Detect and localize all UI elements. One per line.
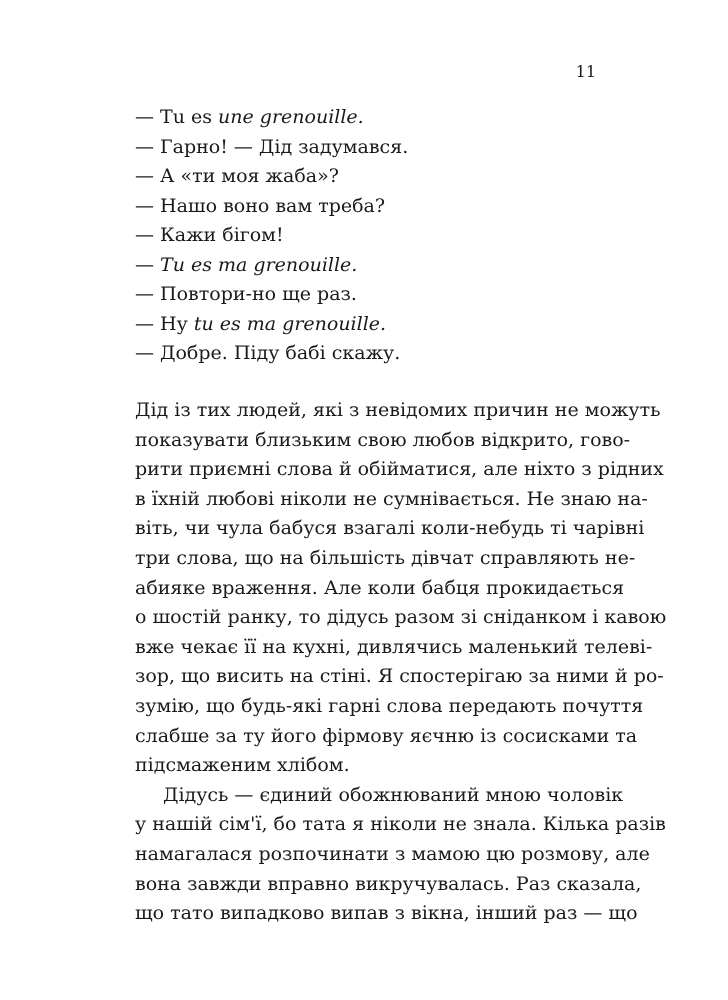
paragraph-line: Дід із тих людей, які з невідомих причин не можуть bbox=[135, 399, 661, 421]
dialogue-line bbox=[135, 251, 605, 281]
dialogue-line bbox=[135, 162, 605, 192]
paragraph-line: в їхній любові ніколи не сумнівається. Не знаю на- bbox=[135, 487, 648, 510]
paragraph-line: віть, чи чула бабуся взагалі коли-небудь ті чарівні bbox=[135, 517, 645, 540]
dialogue-text: — Нашо воно вам треба? bbox=[135, 194, 386, 217]
dialogue-line bbox=[135, 310, 605, 340]
paragraph-line: зор, що висить на стіні. Я спостерігаю за ними й ро- bbox=[135, 665, 664, 688]
paragraph bbox=[135, 781, 666, 929]
paragraph-line: Дідусь — єдиний обожнюваний мною чоловік bbox=[163, 783, 624, 806]
paragraph-line: підсмаженим хлібом. bbox=[135, 754, 350, 777]
paragraph-line: у нашій сім'ї, бо тата я ніколи не знала. Кілька разів bbox=[135, 813, 666, 836]
dialogue-text: — Гарно! — Дід задумався. bbox=[135, 135, 409, 158]
dialogue-text: — Повтори-но ще раз. bbox=[135, 283, 357, 305]
paragraph-line: що тато випадково випав з вікна, інший раз — що bbox=[135, 902, 638, 925]
paragraph bbox=[135, 396, 667, 781]
dialogue-line bbox=[135, 133, 605, 163]
dialogue-line bbox=[135, 339, 605, 369]
dialogue-line bbox=[135, 103, 605, 133]
dialogue-text: — Tu es bbox=[135, 106, 219, 128]
dialogue-italic-text: une grenouille. bbox=[218, 106, 364, 128]
paragraph-line: о шостій ранку, то дідусь разом зі сніданком і кавою bbox=[135, 606, 667, 629]
paragraph-line: абияке враження. Але коли бабця прокидається bbox=[135, 576, 625, 599]
paragraph-line: вона завжди вправно викручувалась. Раз сказала, bbox=[135, 872, 642, 895]
paragraph-line: зумію, що будь-які гарні слова передають почуття bbox=[135, 694, 644, 717]
dialogue-line bbox=[135, 221, 605, 251]
dialogue-italic-text: Tu es ma grenouille. bbox=[160, 253, 358, 276]
dialogue-text: — Ну bbox=[135, 312, 194, 335]
paragraph-line: слабше за ту його фірмову яєчню із сосисками та bbox=[135, 724, 638, 747]
dialogue-line bbox=[135, 192, 605, 222]
dialogue-block bbox=[135, 103, 605, 369]
paragraph-line: намагалася розпочинати з мамою цю розмову, але bbox=[135, 842, 650, 865]
dialogue-text: — А «ти моя жаба»? bbox=[135, 165, 339, 187]
prose-block bbox=[135, 396, 667, 929]
dialogue-text: — bbox=[135, 253, 161, 276]
dialogue-italic-text: tu es ma grenouille. bbox=[193, 312, 387, 335]
paragraph-line: три слова, що на більшість дівчат справляють не- bbox=[135, 546, 636, 569]
dialogue-text: — Кажи бігом! bbox=[135, 224, 284, 246]
paragraph-line: вже чекає її на кухні, дивлячись маленький телеві- bbox=[135, 635, 653, 658]
paragraph-line: рити приємні слова й обійматися, але ніхто з рідних bbox=[135, 458, 664, 481]
dialogue-line bbox=[135, 280, 605, 310]
dialogue-text: — Добре. Піду бабі скажу. bbox=[135, 342, 401, 364]
paragraph-line: показувати близьким свою любов відкрито, гово- bbox=[135, 428, 631, 451]
page-number: 11 bbox=[575, 62, 596, 81]
